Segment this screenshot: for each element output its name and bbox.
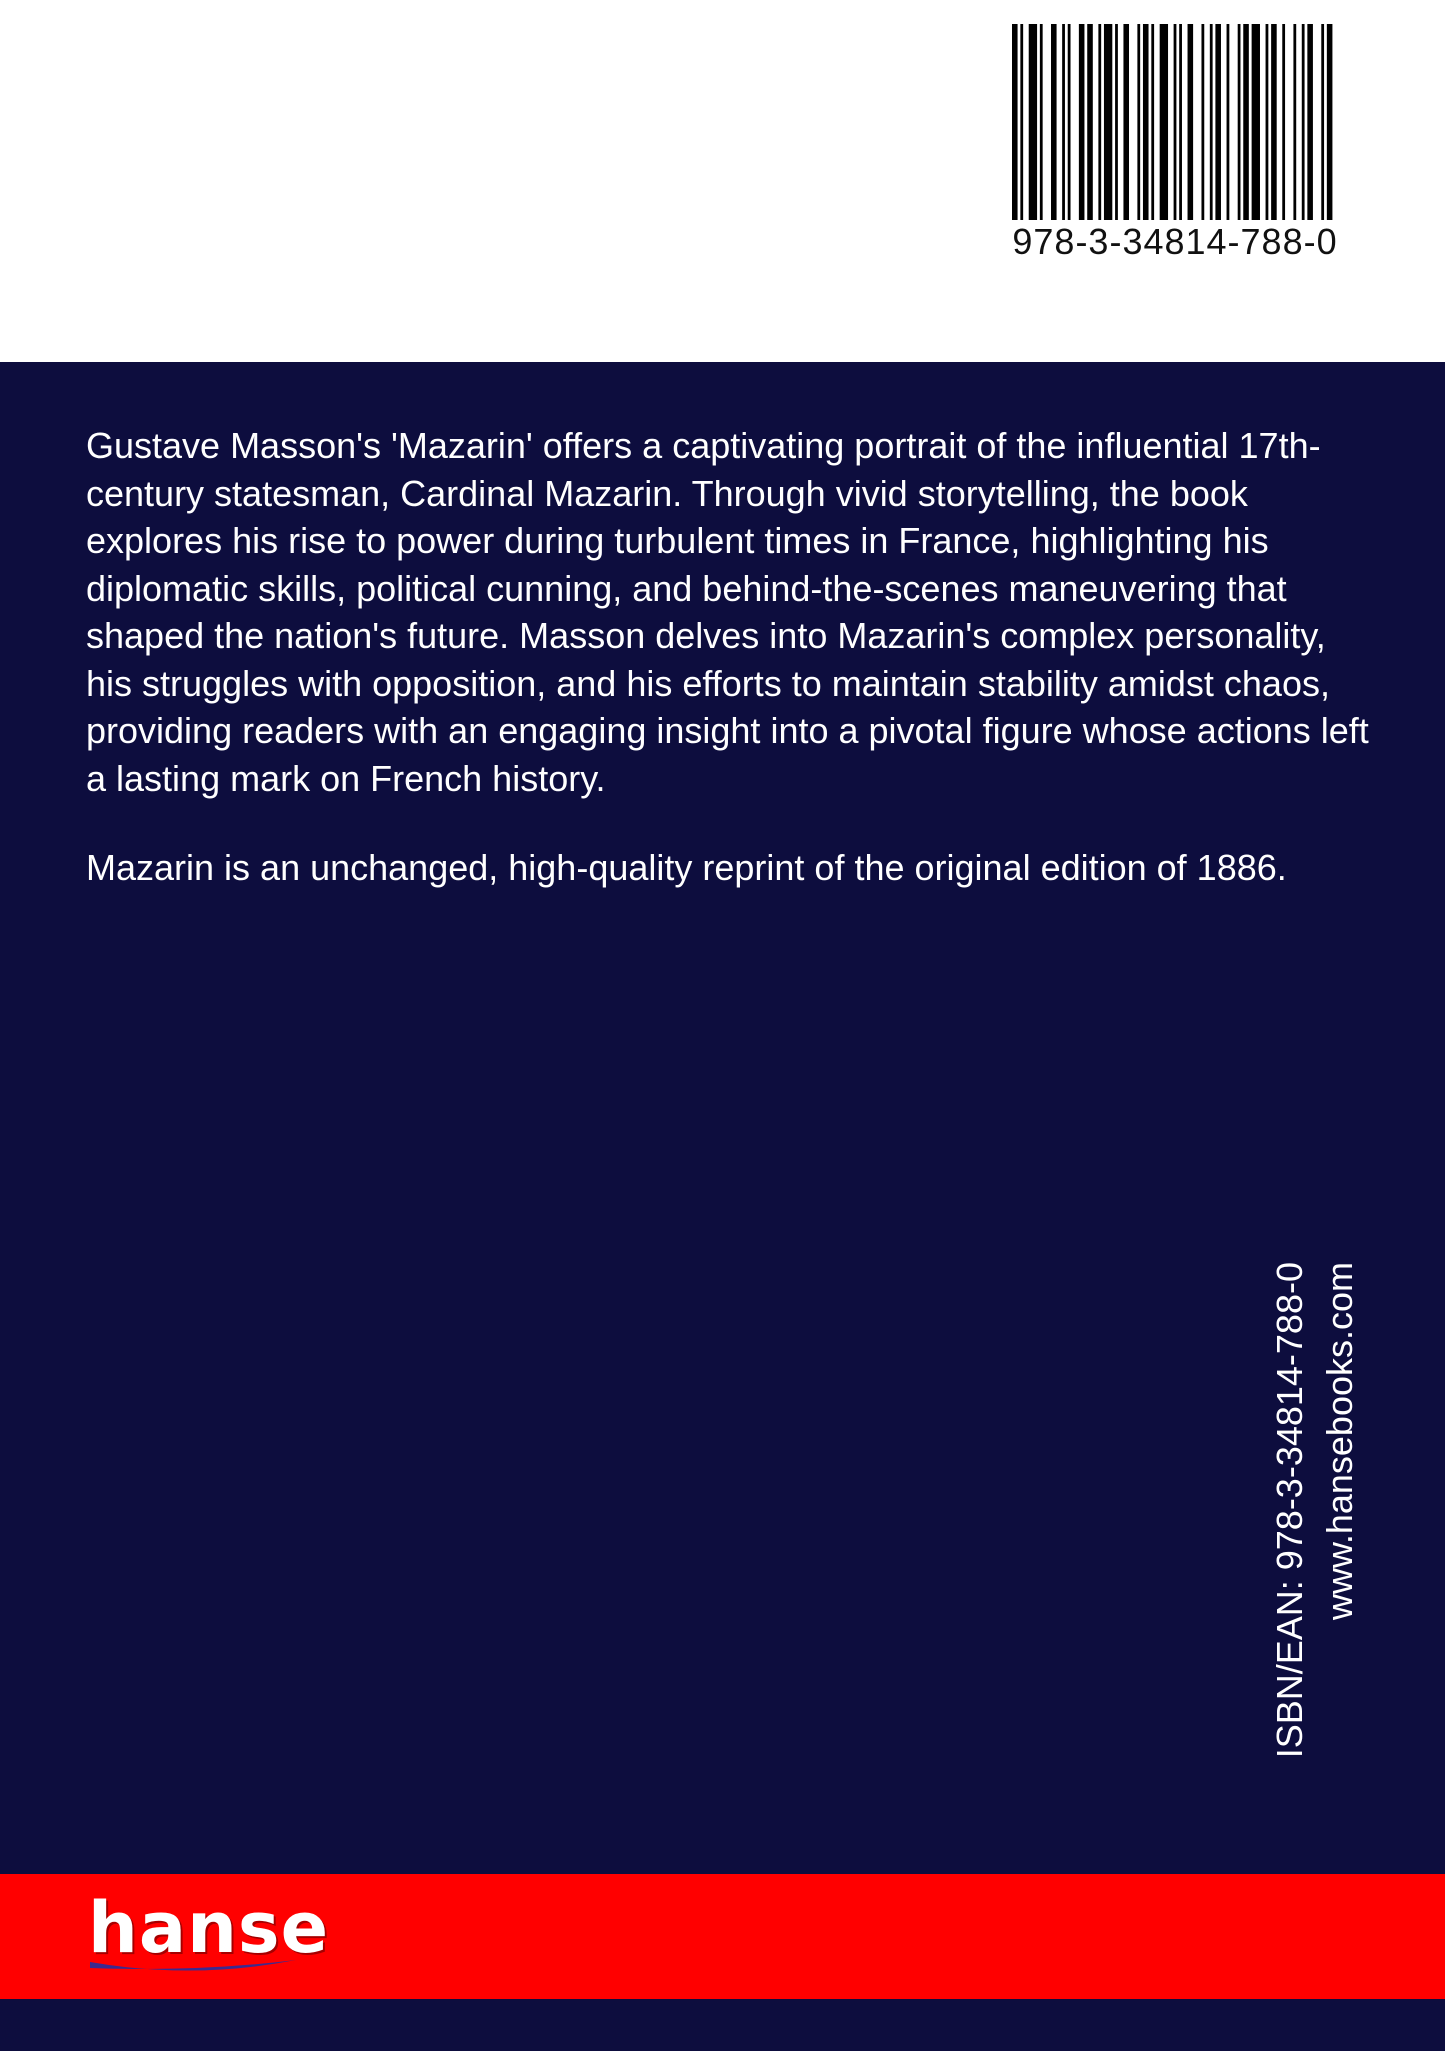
- barcode-bar: [1151, 24, 1154, 220]
- barcode-bar: [1321, 24, 1324, 220]
- isbn-text: ISBN/EAN: 978-3-34814-788-0: [1269, 1262, 1310, 1759]
- bottom-strip: [0, 1999, 1445, 2051]
- barcode-bar: [1012, 24, 1018, 220]
- top-white-area: [0, 0, 1445, 362]
- barcode-bar: [1174, 24, 1177, 220]
- barcode-bar: [1293, 24, 1296, 220]
- barcode-bar: [1087, 24, 1093, 220]
- barcode-bar: [1098, 24, 1101, 220]
- barcode-bars: [1012, 24, 1338, 220]
- logo-text: hanse: [88, 1887, 330, 1969]
- barcode-bar: [1051, 24, 1057, 220]
- barcode-bar: [1210, 24, 1213, 220]
- barcode-bar: [1188, 24, 1194, 220]
- barcode-bar: [1040, 24, 1043, 220]
- website-link[interactable]: www.hansebooks.com: [1319, 1262, 1360, 1621]
- barcode-bar: [1115, 24, 1118, 220]
- hanse-logo[interactable]: [88, 1886, 329, 1986]
- spine-info-text: [1265, 1262, 1365, 1762]
- barcode-bar: [1104, 24, 1112, 220]
- barcode-bar: [1020, 24, 1023, 220]
- barcode-number: 978-3-34814-788-0: [1012, 221, 1338, 262]
- barcode-bar: [1143, 24, 1149, 220]
- barcode-bar: [1243, 24, 1249, 220]
- barcode-bar: [1238, 24, 1241, 220]
- barcode-bar: [1079, 24, 1085, 220]
- barcode-bar: [1160, 24, 1168, 220]
- barcode-bar: [1307, 24, 1313, 220]
- barcode-bar: [1282, 24, 1285, 220]
- barcode-bar: [1201, 24, 1204, 220]
- barcode-bar: [1137, 24, 1140, 220]
- reprint-note: Mazarin is an unchanged, high-quality reprint of the original edition of 1886.: [86, 847, 1287, 888]
- barcode-bar: [1302, 24, 1305, 220]
- barcode-bar: [1327, 24, 1333, 220]
- barcode-bar: [1227, 24, 1230, 220]
- logo-swoosh-icon: [88, 1954, 298, 1976]
- barcode: [1012, 24, 1338, 262]
- publisher-band: [0, 1874, 1445, 1999]
- barcode-bar: [1252, 24, 1260, 220]
- description-panel: [0, 362, 1445, 1874]
- spine-info: [1265, 1262, 1365, 1762]
- barcode-bar: [1271, 24, 1277, 220]
- barcode-bar: [1123, 24, 1129, 220]
- barcode-bar: [1029, 24, 1037, 220]
- barcode-bar: [1062, 24, 1065, 220]
- barcode-bar: [1068, 24, 1071, 220]
- barcode-bar: [1179, 24, 1182, 220]
- barcode-bar: [1215, 24, 1221, 220]
- book-description: Gustave Masson's 'Mazarin' offers a captivating portrait of the influential 17th-century statesman, Cardinal Mazarin. Through vivid storytelling, the book explores his rise to power during turbulent times in France, highlighting his diplomatic skills, political cunning, and behind-the-scenes maneuvering that shaped the nation's future. Masson delves into Mazarin's complex personality, his struggles with opposition, and his efforts to maintain stability amidst chaos, providing readers with an engaging insight into a pivotal figure whose actions left a lasting mark on French history.: [86, 425, 1369, 799]
- barcode-bar: [1266, 24, 1269, 220]
